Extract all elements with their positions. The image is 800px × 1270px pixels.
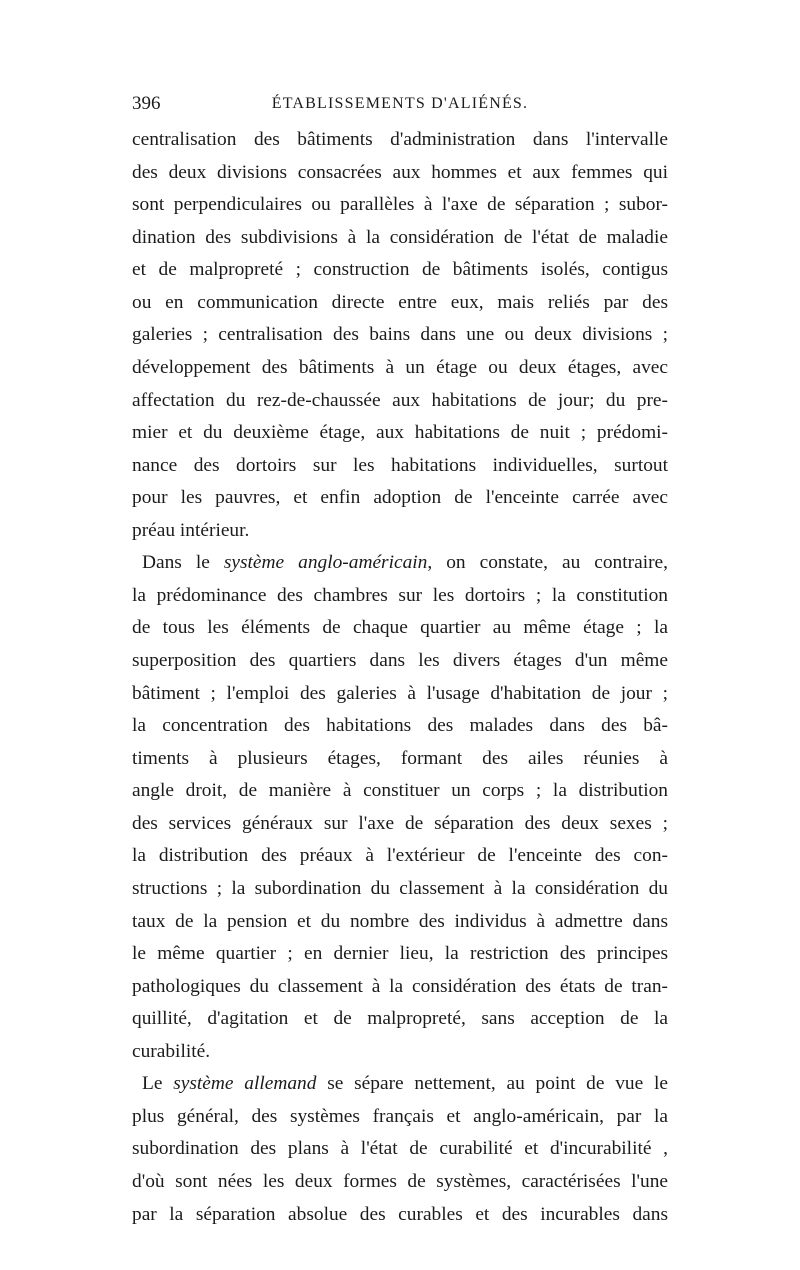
text-line: la concentration des habitations des malades dans des bâ- [132, 715, 668, 737]
text-line: nance des dortoirs sur les habitations individuelles, surtout [132, 454, 668, 476]
text-run: Dans le [142, 552, 224, 574]
text-line: galeries ; centralisation des bains dans une ou deux divisions ; [132, 324, 668, 346]
text-run: se sépare nettement, au point de vue le [316, 1073, 668, 1095]
text-line: taux de la pension et du nombre des individus à admettre dans [132, 910, 668, 932]
text-line: par la séparation absolue des curables et des incurables dans [132, 1203, 668, 1225]
paragraph-opening-line [132, 1068, 668, 1101]
text-line: la prédominance des chambres sur les dortoirs ; la constitution [132, 584, 668, 606]
running-head [132, 91, 668, 117]
text-line: superposition des quartiers dans les divers étages d'un même [132, 650, 668, 671]
text-line: bâtiment ; l'emploi des galeries à l'usage d'habitation de jour ; [132, 682, 668, 704]
text-line: timents à plusieurs étages, formant des ailes réunies à [132, 747, 668, 769]
text-line: de tous les éléments de chaque quartier au même étage ; la [132, 617, 668, 639]
body-text [132, 124, 668, 1231]
text-line: d'où sont nées les deux formes de systèmes, caractérisées l'une [132, 1171, 668, 1192]
text-line: ou en communication directe entre eux, mais reliés par des [132, 291, 668, 313]
text-line: quillité, d'agitation et de malpropreté, sans acception de la [132, 1008, 668, 1030]
text-line: plus général, des systèmes français et anglo-américain, par la [132, 1105, 668, 1127]
text-line: affectation du rez-de-chaussée aux habitations de jour; du pre- [132, 389, 668, 411]
text-line: développement des bâtiments à un étage ou deux étages, avec [132, 356, 668, 378]
text-line: pour les pauvres, et enfin adoption de l'enceinte carrée avec [132, 487, 668, 509]
italic-term: système anglo-américain [223, 552, 428, 574]
text-line: mier et du deuxième étage, aux habitations de nuit ; prédomi- [132, 422, 668, 444]
text-run: , on constate, au contraire, [427, 552, 668, 574]
text-line: pathologiques du classement à la considération des états de tran- [132, 975, 668, 997]
text-line: la distribution des préaux à l'extérieur de l'enceinte des con- [132, 845, 668, 867]
text-line: centralisation des bâtiments d'administration dans l'intervalle [132, 129, 668, 150]
page-number: 396 [132, 93, 161, 114]
text-line: sont perpendiculaires ou parallèles à l'axe de séparation ; subor- [132, 194, 668, 216]
text-line: et de malpropreté ; construction de bâtiments isolés, contigus [132, 259, 668, 281]
text-line: préau intérieur. [132, 519, 250, 541]
text-line: structions ; la subordination du classement à la considération du [132, 877, 668, 899]
text-line: des services généraux sur l'axe de séparation des deux sexes ; [132, 812, 668, 834]
text-line: curabilité. [132, 1040, 211, 1062]
text-line: angle droit, de manière à constituer un corps ; la distribution [132, 780, 668, 802]
text-line: subordination des plans à l'état de curabilité et d'incurabilité , [132, 1138, 668, 1160]
text-run: Le [142, 1073, 174, 1095]
italic-term: système allemand [173, 1073, 317, 1095]
text-line: dination des subdivisions à la considération de l'état de maladie [132, 226, 668, 248]
paragraph-opening-line [132, 547, 668, 580]
text-line: le même quartier ; en dernier lieu, la restriction des principes [132, 943, 668, 965]
text-line: des deux divisions consacrées aux hommes et aux femmes qui [132, 161, 668, 183]
running-title: ÉTABLISSEMENTS D'ALIÉNÉS. [271, 95, 529, 112]
